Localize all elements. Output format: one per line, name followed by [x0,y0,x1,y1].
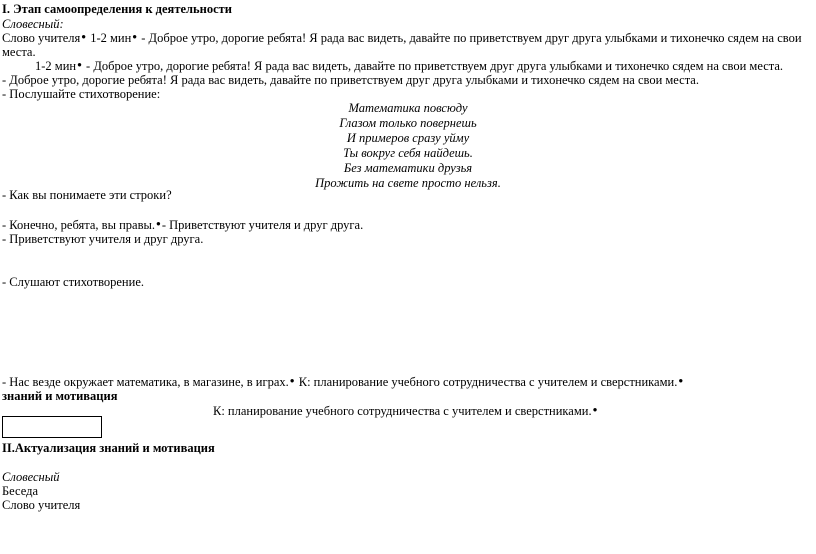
stage2-heading: II.Актуализация знаний и мотивация [2,441,215,455]
stage1-line1 [2,31,802,47]
question: - Как вы понимаете эти строки? [2,188,172,202]
answer-text: - Конечно, ребята, вы правы. [2,218,156,232]
stage1-line2: места. [2,45,36,59]
duration: 1-2 мин [35,59,77,73]
goal-text: К: планирование учебного сотрудничества с учителем и сверстниками. [213,404,592,418]
poem-line: И примеров сразу уйму [346,131,470,145]
duration: 1-2 мин [87,31,132,45]
stage1-line4: - Доброе утро, дорогие ребята! Я рада вас видеть, давайте по приветствуем друг друга улыбками и тихонечко сядем на свои места. [2,73,699,87]
bullet-icon [76,59,83,73]
answer-text: - Приветствуют учителя и друг друга. [161,218,364,232]
stage1-heading: I. Этап самоопределения к деятельности [2,2,232,16]
empty-box [2,416,102,438]
bullet-icon [155,218,162,232]
poem-line: Ты вокруг себя найдешь. [343,146,473,160]
motivation-label: знаний и мотивация [2,389,118,403]
answer-text: - Нас везде окружает математика, в магазине, в играх. [2,375,289,389]
bullet-icon [592,404,599,418]
poem [0,101,816,191]
poem-line: Прожить на свете просто нельзя. [315,176,501,190]
stage1-line5: - Послушайте стихотворение: [2,87,161,101]
greeting-text: - Доброе утро, дорогие ребята! Я рада вас видеть, давайте по приветствуем друг друга улыбками и тихонечко сядем на свои [138,31,802,45]
bullet-icon [289,375,296,389]
answer-2: - Приветствуют учителя и друг друга. [2,232,204,246]
poem-line: Глазом только повернешь [339,116,477,130]
stage1-method: Словесный: [2,17,64,31]
stage2-method: Словесный [2,470,60,484]
stage2-form: Беседа [2,484,39,498]
answer-text: К: планирование учебного сотрудничества с учителем и сверстниками. [295,375,678,389]
stage2-tool: Слово учителя [2,498,81,512]
poem-line: Математика повсюду [348,101,468,115]
poem-line: Без математики друзья [343,161,473,175]
answer-3: - Слушают стихотворение. [2,275,144,289]
greeting-text: - Доброе утро, дорогие ребята! Я рада вас видеть, давайте по приветствуем друг друга улыбками и тихонечко сядем на свои места. [82,59,784,73]
communication-goal [213,404,598,420]
teacher-word: Слово учителя [2,31,81,45]
bullet-icon [677,375,684,389]
